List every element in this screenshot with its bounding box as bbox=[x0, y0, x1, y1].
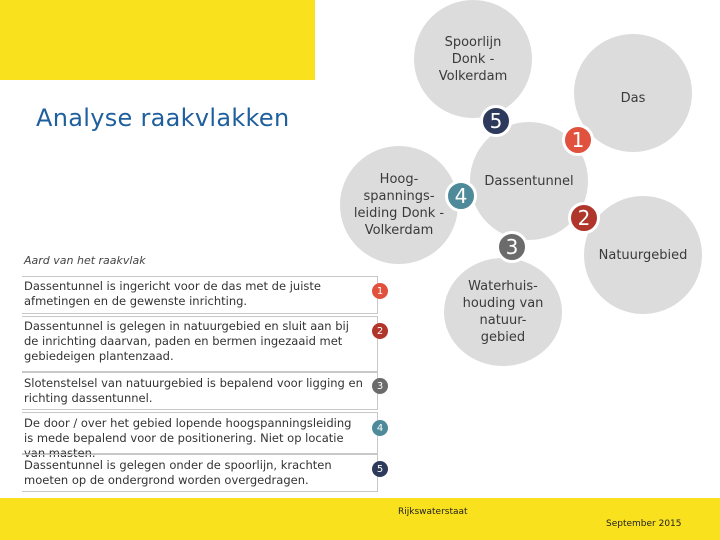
legend-row-1-text: Dassentunnel is ingericht voor de das met de juiste afmetingen en de gewenste inrichting. bbox=[24, 279, 321, 308]
legend-badge-5: 5 bbox=[372, 461, 388, 477]
badge-1: 1 bbox=[562, 124, 594, 156]
legend-row-4-text: De door / over het gebied lopende hoogspanningsleiding is mede bepalend voor de positionering. Niet op locatie van masten. bbox=[24, 416, 352, 460]
node-das-label: Das bbox=[620, 90, 646, 106]
legend-row-5-text: Dassentunnel is gelegen onder de spoorlijn, krachten moeten op de ondergrond worden overgedragen. bbox=[24, 458, 332, 487]
legend-badge-1: 1 bbox=[372, 283, 388, 299]
legend-title: Aard van het raakvlak bbox=[24, 254, 146, 267]
badge-5: 5 bbox=[480, 105, 512, 137]
header-yellow-block bbox=[0, 0, 315, 80]
legend-row-3-text: Slotenstelsel van natuurgebied is bepalend voor ligging en richting dassentunnel. bbox=[24, 376, 363, 405]
badge-3: 3 bbox=[496, 231, 528, 263]
node-waterhuishouding bbox=[438, 252, 568, 372]
node-natuurgebied-label: Natuurgebied bbox=[598, 247, 688, 263]
node-spoorlijn-label: Spoorlijn Donk - Volkerdam bbox=[438, 34, 508, 84]
legend-badge-3: 3 bbox=[372, 378, 388, 394]
node-hoogspanning bbox=[334, 140, 464, 270]
badge-2: 2 bbox=[568, 202, 600, 234]
legend-badge-2: 2 bbox=[372, 323, 388, 339]
node-spoorlijn bbox=[408, 0, 538, 124]
footer-date: September 2015 bbox=[606, 519, 682, 529]
legend-badge-4: 4 bbox=[372, 420, 388, 436]
node-hoogspanning-label: Hoog- spannings- leiding Donk - Volkerdam bbox=[353, 172, 445, 238]
page-title: Analyse raakvlakken bbox=[36, 104, 290, 132]
node-dassentunnel-label: Dassentunnel bbox=[484, 173, 574, 189]
node-waterhuishouding-label: Waterhuis- houding van natuur- gebied bbox=[462, 279, 544, 345]
badge-4: 4 bbox=[445, 180, 477, 212]
footer-organization: Rijkswaterstaat bbox=[398, 507, 468, 517]
legend-row-2-text: Dassentunnel is gelegen in natuurgebied en sluit aan bij de inrichting daarvan, paden en bermen ingezaaid met gebiedeigen plantenzaad. bbox=[24, 319, 349, 363]
